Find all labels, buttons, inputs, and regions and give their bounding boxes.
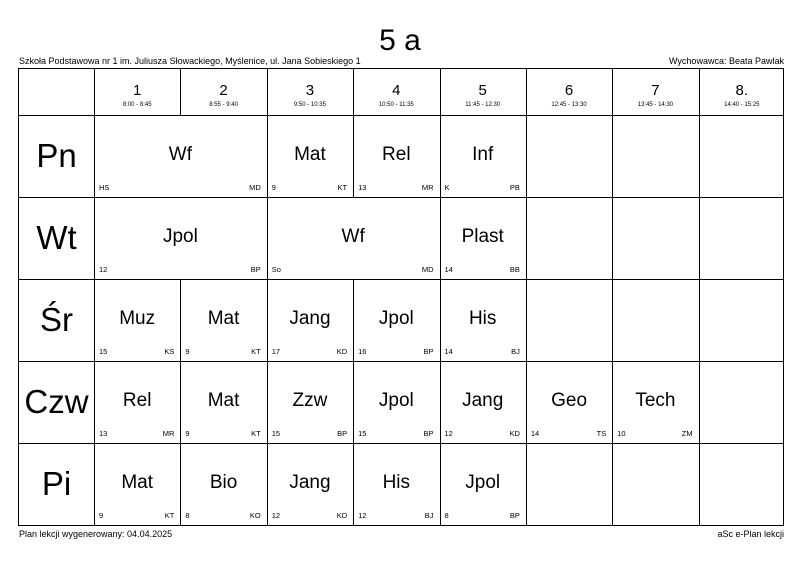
lesson-subject: Jpol [465, 472, 501, 493]
cell-divider [526, 279, 527, 361]
lesson-subject: Mat [207, 308, 240, 329]
cell-divider [526, 197, 527, 279]
lesson-subject: Bio [209, 472, 238, 493]
timetable-grid [18, 68, 784, 526]
lesson-teacher: KT [337, 183, 348, 192]
lesson-cell [267, 443, 353, 525]
period-time: 11:45 - 12:30 [465, 102, 501, 108]
lesson-room: 12 [99, 265, 108, 274]
lesson-teacher: KS [164, 347, 175, 356]
lesson-room: 14 [530, 429, 540, 438]
lesson-teacher: MR [162, 429, 175, 438]
lesson-cell [440, 361, 526, 443]
lesson-teacher: KT [164, 511, 175, 520]
lesson-subject: Tech [635, 390, 676, 411]
lesson-cell [353, 443, 439, 525]
header-column-divider [267, 69, 268, 115]
lesson-cell [94, 443, 180, 525]
cell-divider [612, 279, 613, 361]
lesson-cell [94, 197, 267, 279]
lesson-teacher: BP [250, 265, 261, 274]
period-header [526, 69, 612, 115]
lesson-teacher: KD [336, 347, 348, 356]
lesson-cell [526, 361, 612, 443]
lesson-teacher: KT [251, 347, 261, 356]
cell-divider [612, 197, 613, 279]
lesson-subject: Mat [207, 390, 240, 411]
lesson-room: 9 [185, 429, 190, 438]
lesson-room: 13 [358, 183, 367, 192]
lesson-subject: Inf [472, 144, 494, 165]
page-title: 5 a [379, 24, 421, 57]
header-column-divider [440, 69, 441, 115]
generator-credit: aSc e-Plan lekcji [717, 529, 784, 539]
lesson-subject: Wf [341, 226, 365, 247]
lesson-cell [267, 197, 440, 279]
period-header [180, 69, 266, 115]
lesson-room: 15 [271, 429, 281, 438]
lesson-room: 12 [271, 511, 281, 520]
lesson-subject: Muz [119, 308, 156, 329]
lesson-teacher: ZM [681, 429, 693, 438]
period-number: 4 [392, 82, 401, 99]
lesson-teacher: TS [596, 429, 607, 438]
period-number: 7 [651, 82, 660, 99]
cell-divider [699, 115, 700, 197]
period-header [94, 69, 180, 115]
lesson-subject: His [382, 472, 411, 493]
class-teacher: Wychowawca: Beata Pawlak [669, 56, 784, 66]
period-time: 8:00 - 8:45 [122, 102, 152, 108]
lesson-teacher: BP [509, 511, 520, 520]
header-column-divider [699, 69, 700, 115]
day-label: Pi [41, 465, 72, 502]
day-label: Czw [24, 383, 89, 420]
lesson-teacher: BP [337, 429, 348, 438]
cell-divider [612, 443, 613, 525]
lesson-cell [267, 361, 353, 443]
lesson-room: 8 [185, 511, 190, 520]
period-header [612, 69, 698, 115]
lesson-subject: Jpol [378, 308, 414, 329]
period-header [353, 69, 439, 115]
lesson-cell [353, 115, 439, 197]
period-time: 13:45 - 14:30 [637, 102, 674, 108]
header-column-divider [526, 69, 527, 115]
lesson-cell [440, 197, 526, 279]
period-header [267, 69, 353, 115]
lesson-room: HS [99, 183, 110, 192]
cell-divider [526, 443, 527, 525]
lesson-cell [440, 115, 526, 197]
cell-divider [699, 361, 700, 443]
lesson-teacher: BJ [511, 347, 520, 356]
lesson-room: 14 [444, 265, 453, 274]
lesson-room: 15 [99, 347, 108, 356]
lesson-cell [94, 279, 180, 361]
period-time: 14:40 - 15:25 [724, 102, 760, 108]
cell-divider [699, 197, 700, 279]
generated-date: Plan lekcji wygenerowany: 04.04.2025 [19, 529, 173, 539]
lesson-cell [612, 361, 698, 443]
cell-divider [699, 279, 700, 361]
lesson-cell [353, 361, 439, 443]
period-number: 2 [219, 82, 228, 99]
lesson-room: 12 [358, 511, 367, 520]
period-number: 3 [305, 82, 315, 99]
header-column-divider [612, 69, 613, 115]
cell-divider [699, 443, 700, 525]
lesson-subject: Rel [382, 144, 411, 165]
lesson-subject: Mat [121, 472, 154, 493]
lesson-subject: Jpol [378, 390, 414, 411]
lesson-subject: Zzw [292, 390, 328, 411]
cell-divider [612, 115, 613, 197]
lesson-room: 9 [185, 347, 190, 356]
lesson-teacher: KD [509, 429, 520, 438]
lesson-subject: Jpol [162, 226, 198, 247]
lesson-teacher: KO [249, 511, 261, 520]
lesson-room: 9 [271, 183, 276, 192]
lesson-subject: Jang [289, 472, 331, 493]
header-column-divider [180, 69, 181, 115]
period-number: 6 [564, 82, 574, 99]
lesson-room: 13 [99, 429, 108, 438]
lesson-cell [440, 443, 526, 525]
lesson-subject: Plast [461, 226, 504, 247]
lesson-teacher: BB [509, 265, 520, 274]
period-number: 5 [478, 82, 487, 99]
lesson-room: 17 [271, 347, 281, 356]
lesson-teacher: MR [421, 183, 434, 192]
day-label: Wt [36, 219, 77, 256]
lesson-cell [267, 279, 353, 361]
cell-divider [526, 115, 527, 197]
lesson-cell [353, 279, 439, 361]
period-number: 1 [133, 82, 142, 99]
lesson-cell [440, 279, 526, 361]
lesson-subject: His [468, 308, 497, 329]
lesson-subject: Jang [462, 390, 504, 411]
lesson-cell [180, 361, 266, 443]
lesson-cell [180, 279, 266, 361]
period-time: 10:50 - 11:35 [378, 102, 414, 108]
lesson-cell [180, 443, 266, 525]
lesson-subject: Rel [122, 390, 152, 411]
lesson-teacher: BP [423, 347, 434, 356]
lesson-cell [94, 361, 180, 443]
lesson-room: K [444, 183, 450, 192]
lesson-room: So [271, 265, 281, 274]
lesson-teacher: KD [336, 511, 348, 520]
day-label: Pn [36, 137, 77, 174]
header-column-divider [353, 69, 354, 115]
lesson-teacher: BJ [424, 511, 434, 520]
lesson-cell [94, 115, 267, 197]
lesson-room: 14 [444, 347, 453, 356]
lesson-subject: Wf [168, 144, 192, 165]
period-time: 8:55 - 9:40 [209, 102, 238, 108]
lesson-teacher: BP [423, 429, 434, 438]
lesson-teacher: MD [421, 265, 434, 274]
lesson-room: 9 [99, 511, 104, 520]
lesson-room: 12 [444, 429, 453, 438]
lesson-subject: Jang [289, 308, 331, 329]
lesson-room: 8 [444, 511, 449, 520]
lesson-teacher: KT [251, 429, 261, 438]
lesson-room: 15 [358, 429, 367, 438]
lesson-subject: Mat [294, 144, 326, 165]
lesson-room: 10 [617, 429, 626, 438]
lesson-teacher: PB [509, 183, 520, 192]
school-name: Szkoła Podstawowa nr 1 im. Juliusza Słowackiego, Myślenice, ul. Jana Sobieskiego 1 [19, 56, 361, 66]
day-label: Śr [40, 301, 73, 338]
period-header [440, 69, 526, 115]
lesson-room: 16 [358, 347, 367, 356]
lesson-cell [267, 115, 353, 197]
period-time: 9:50 - 10:35 [293, 102, 326, 108]
period-number: 8. [735, 82, 749, 99]
lesson-teacher: MD [249, 183, 261, 192]
period-time: 12:45 - 13:30 [551, 102, 587, 108]
period-header [699, 69, 785, 115]
lesson-subject: Geo [551, 390, 588, 411]
